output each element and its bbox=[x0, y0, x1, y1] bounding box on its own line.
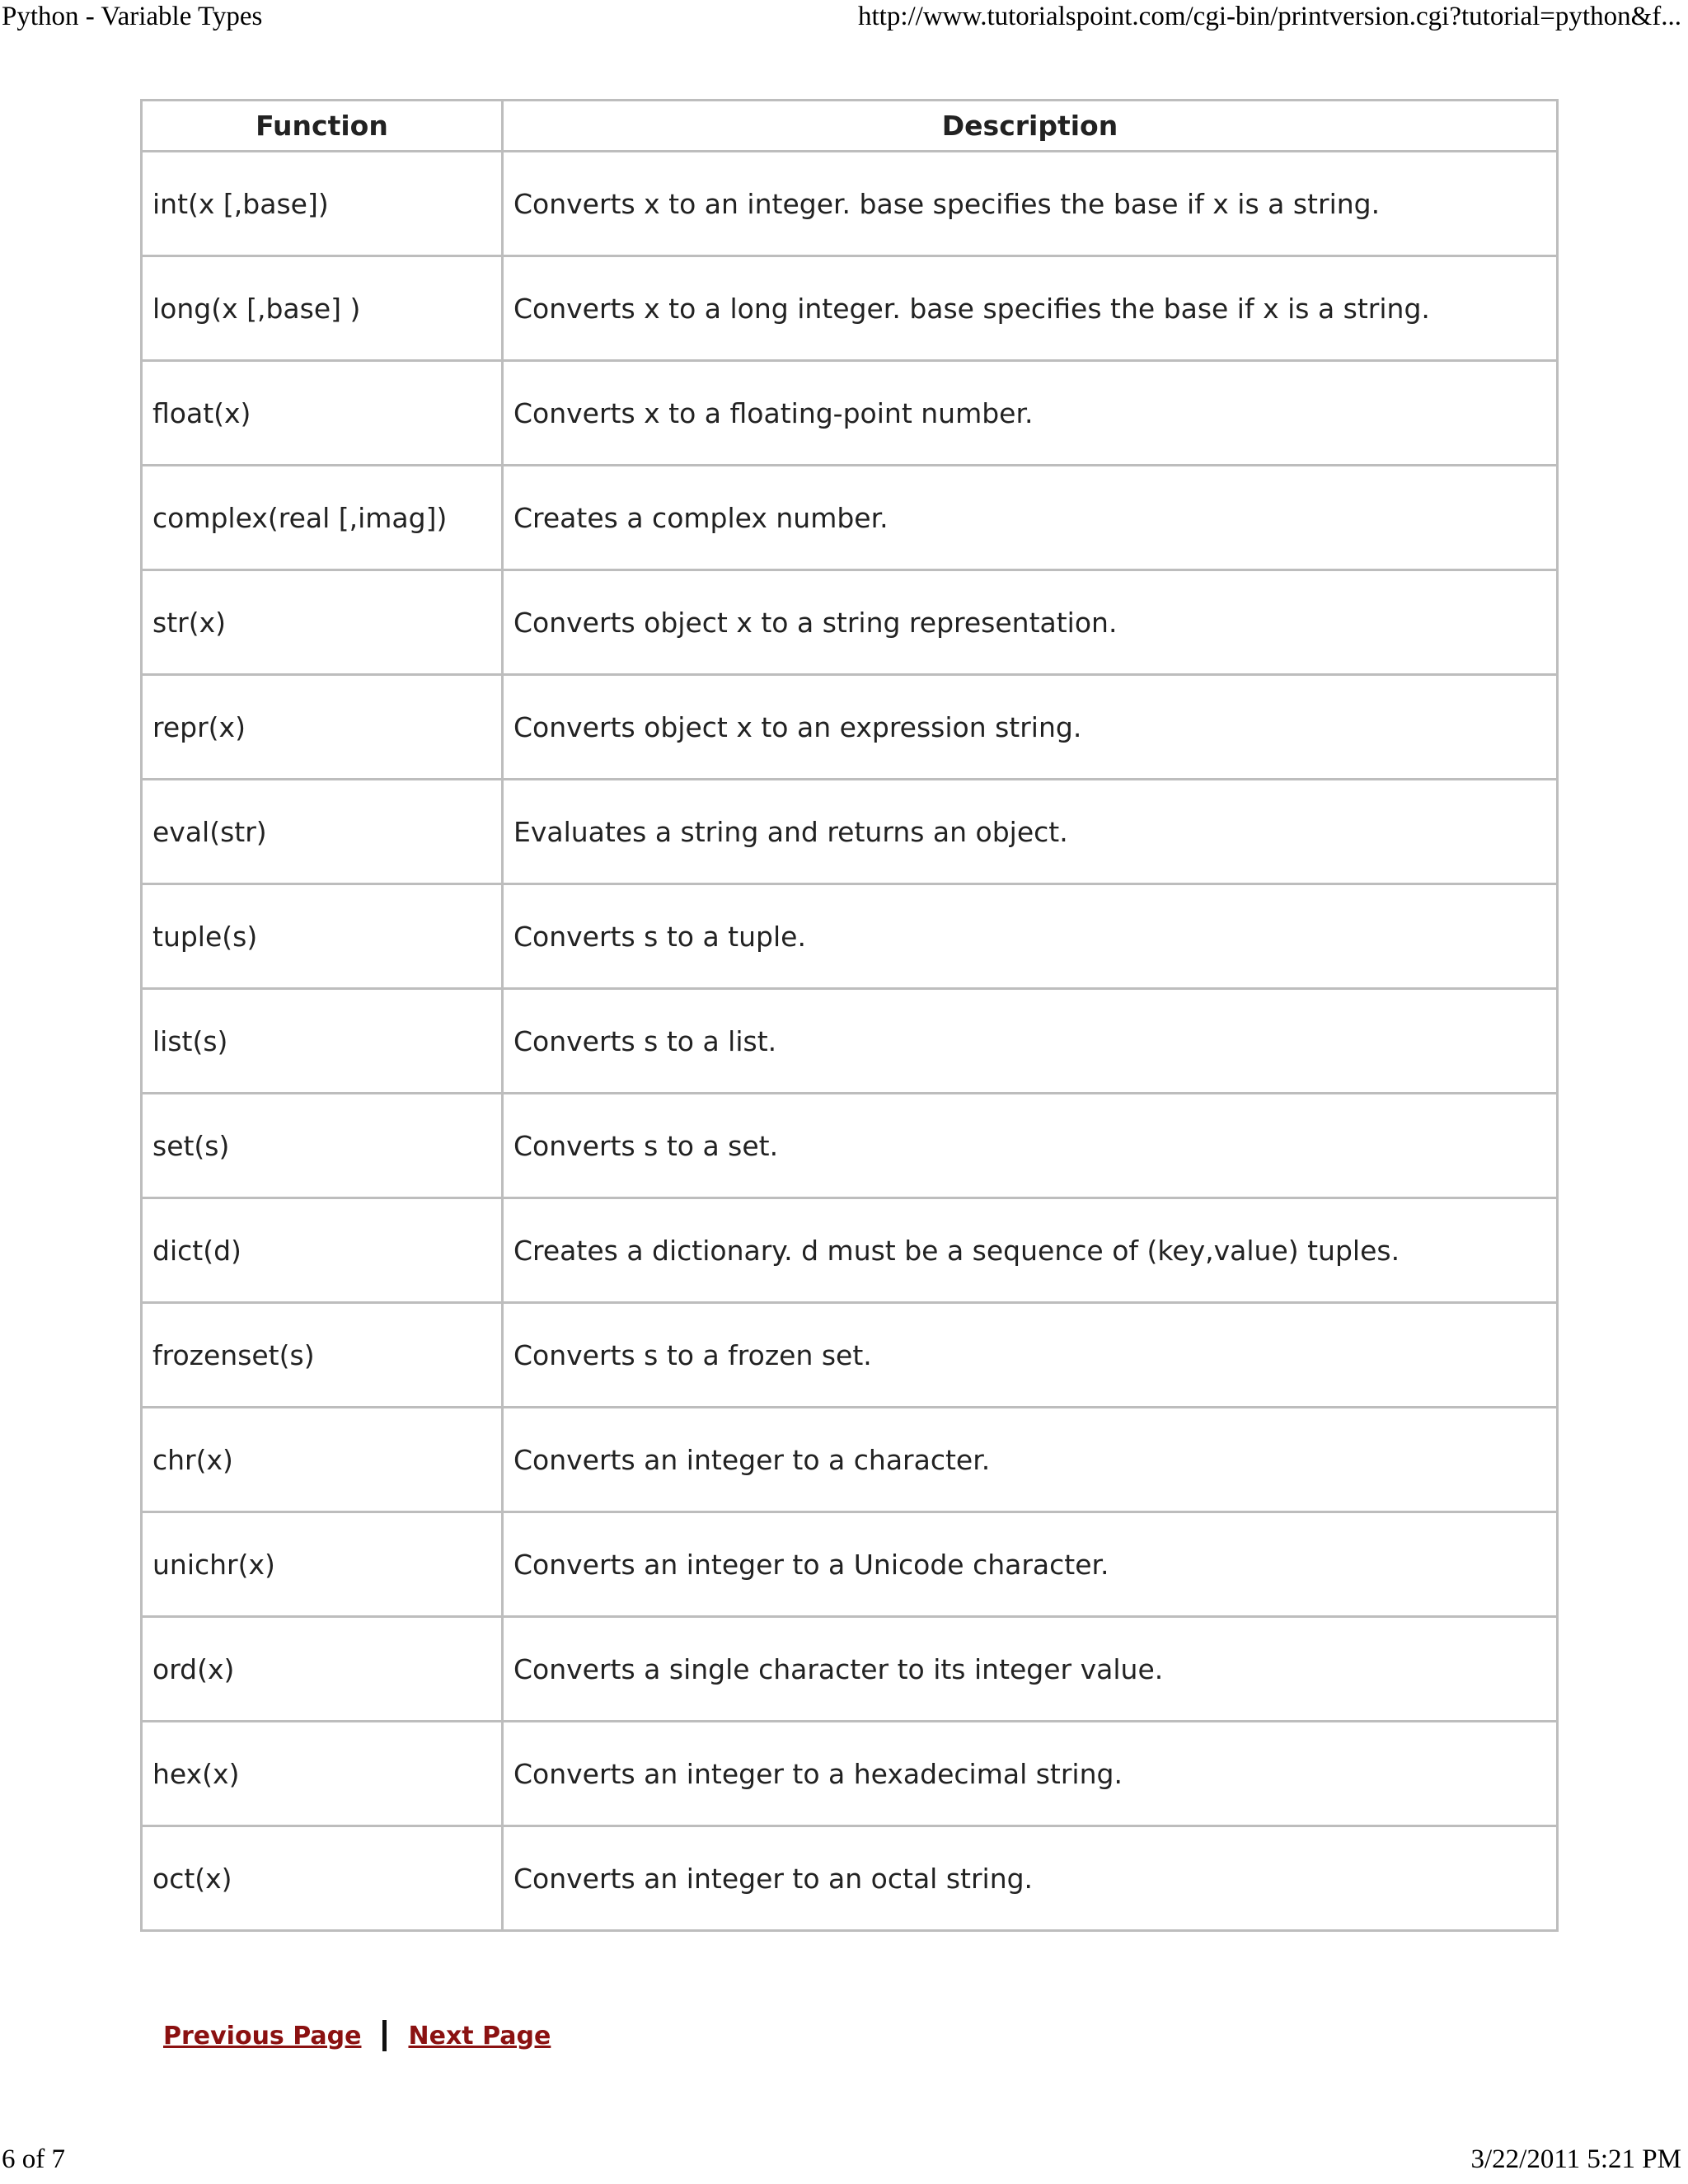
conversion-functions-table bbox=[140, 99, 1559, 1932]
function-cell: int(x [,base]) bbox=[142, 152, 503, 256]
function-cell: float(x) bbox=[142, 361, 503, 466]
function-cell: str(x) bbox=[142, 570, 503, 675]
function-cell: repr(x) bbox=[142, 675, 503, 780]
column-header-function: Function bbox=[142, 101, 503, 152]
description-cell: Converts an integer to an octal string. bbox=[503, 1826, 1558, 1931]
print-header bbox=[0, 2, 1688, 35]
table-row bbox=[142, 675, 1558, 780]
table-row bbox=[142, 466, 1558, 570]
function-cell: tuple(s) bbox=[142, 884, 503, 989]
table-row bbox=[142, 152, 1558, 256]
page-number: 6 of 7 bbox=[2, 2144, 65, 2174]
column-header-description: Description bbox=[503, 101, 1558, 152]
table-row bbox=[142, 1617, 1558, 1722]
description-cell: Evaluates a string and returns an object. bbox=[503, 780, 1558, 884]
page-url: http://www.tutorialspoint.com/cgi-bin/printversion.cgi?tutorial=python&f... bbox=[858, 2, 1681, 31]
function-cell: ord(x) bbox=[142, 1617, 503, 1722]
description-cell: Converts s to a tuple. bbox=[503, 884, 1558, 989]
table-row bbox=[142, 570, 1558, 675]
page-title: Python - Variable Types bbox=[2, 2, 263, 31]
description-cell: Converts an integer to a character. bbox=[503, 1408, 1558, 1512]
description-cell: Converts an integer to a Unicode character. bbox=[503, 1512, 1558, 1617]
table-row bbox=[142, 1303, 1558, 1408]
function-cell: set(s) bbox=[142, 1094, 503, 1198]
description-cell: Converts an integer to a hexadecimal string. bbox=[503, 1722, 1558, 1826]
description-cell: Creates a dictionary. d must be a sequence of (key,value) tuples. bbox=[503, 1198, 1558, 1303]
pager-divider bbox=[382, 2020, 387, 2051]
function-cell: complex(real [,imag]) bbox=[142, 466, 503, 570]
description-cell: Converts object x to a string representation. bbox=[503, 570, 1558, 675]
description-cell: Converts s to a set. bbox=[503, 1094, 1558, 1198]
function-cell: eval(str) bbox=[142, 780, 503, 884]
description-cell: Converts x to a floating-point number. bbox=[503, 361, 1558, 466]
table-row bbox=[142, 1826, 1558, 1931]
description-cell: Converts x to an integer. base specifies the base if x is a string. bbox=[503, 152, 1558, 256]
table-row bbox=[142, 1408, 1558, 1512]
table-header-row bbox=[142, 101, 1558, 152]
table-row bbox=[142, 780, 1558, 884]
description-cell: Converts x to a long integer. base specifies the base if x is a string. bbox=[503, 256, 1558, 361]
function-cell: chr(x) bbox=[142, 1408, 503, 1512]
function-cell: dict(d) bbox=[142, 1198, 503, 1303]
function-cell: hex(x) bbox=[142, 1722, 503, 1826]
description-cell: Creates a complex number. bbox=[503, 466, 1558, 570]
table-row bbox=[142, 1512, 1558, 1617]
table-row bbox=[142, 989, 1558, 1094]
function-cell: unichr(x) bbox=[142, 1512, 503, 1617]
function-cell: long(x [,base] ) bbox=[142, 256, 503, 361]
print-datetime: 3/22/2011 5:21 PM bbox=[1470, 2144, 1681, 2174]
print-footer bbox=[0, 2144, 1688, 2177]
page-navigation bbox=[163, 2015, 551, 2056]
table-row bbox=[142, 256, 1558, 361]
next-page-link[interactable]: Next Page bbox=[408, 2021, 551, 2050]
function-cell: frozenset(s) bbox=[142, 1303, 503, 1408]
description-cell: Converts s to a frozen set. bbox=[503, 1303, 1558, 1408]
table-row bbox=[142, 884, 1558, 989]
description-cell: Converts object x to an expression string. bbox=[503, 675, 1558, 780]
table-row bbox=[142, 361, 1558, 466]
previous-page-link[interactable]: Previous Page bbox=[163, 2021, 362, 2050]
table-row bbox=[142, 1198, 1558, 1303]
table-row bbox=[142, 1722, 1558, 1826]
function-cell: list(s) bbox=[142, 989, 503, 1094]
description-cell: Converts s to a list. bbox=[503, 989, 1558, 1094]
description-cell: Converts a single character to its integer value. bbox=[503, 1617, 1558, 1722]
function-cell: oct(x) bbox=[142, 1826, 503, 1931]
table-row bbox=[142, 1094, 1558, 1198]
